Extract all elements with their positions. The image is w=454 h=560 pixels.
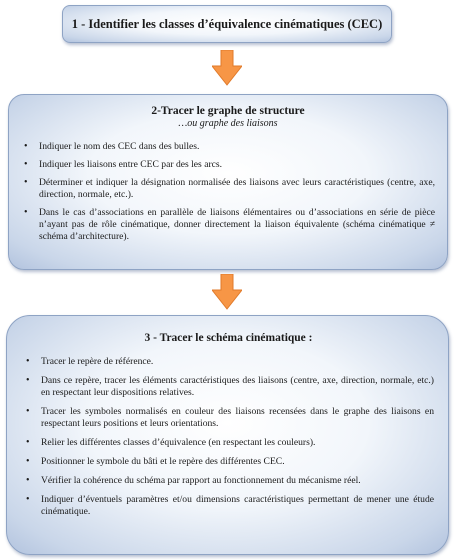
list-item: • Dans le cas d’associations en parallèle de liaisons élémentaires ou d’associations en série de pièce n’ayant pas de rôle cinématique, donner directement la liaison équivalente (schéma cinématique ≠ schéma d’architecture). [24, 207, 435, 242]
step-3-box [6, 315, 449, 555]
list-item: • Tracer le repère de référence. [26, 356, 154, 367]
list-item: • Tracer les symboles normalisés en couleur des liaisons recensées dans le graphe des liaisons en respectant leurs positions et leurs orientations. [26, 406, 434, 429]
bullet-icon: • [24, 177, 28, 188]
list-item: • Relier les différentes classes d’équivalence (en respectant les couleurs). [26, 437, 316, 448]
step-2-title: 2-Tracer le graphe de structure [151, 105, 305, 117]
bullet-icon: • [26, 406, 30, 417]
step-1-box [62, 5, 392, 43]
bullet-icon: • [24, 159, 28, 170]
step-2-subtitle: …ou graphe des liaisons [178, 118, 278, 129]
step-2-list [21, 141, 435, 243]
list-item: • Indiquer les liaisons entre CEC par des les arcs. [24, 159, 223, 170]
bullet-icon: • [26, 456, 30, 467]
bullet-icon: • [26, 437, 30, 448]
bullet-icon: • [26, 356, 30, 367]
bullet-icon: • [26, 475, 30, 486]
step-2-box [8, 94, 448, 270]
down-arrow-icon [212, 274, 242, 310]
step-1-title: 1 - Identifier les classes d’équivalence cinématiques (CEC) [71, 16, 383, 31]
bullet-icon: • [26, 375, 30, 386]
step-3-list [23, 356, 434, 518]
bullet-icon: • [24, 141, 28, 152]
list-item: • Dans ce repère, tracer les éléments caractéristiques des liaisons (centre, axe, direction, normale, etc.) en respectant leur dispositions relatives. [26, 375, 434, 398]
step-3-title: 3 - Tracer le schéma cinématique : [144, 332, 313, 344]
bullet-icon: • [26, 494, 30, 505]
list-item: • Indiquer le nom des CEC dans des bulles. [24, 141, 200, 152]
list-item: • Déterminer et indiquer la désignation normalisée des liaisons avec leurs caractéristiques (centre, axe, direction, normale, etc.). [24, 177, 435, 200]
list-item: • Indiquer d’éventuels paramètres et/ou dimensions caractéristiques permettant de mener une étude cinématique. [26, 494, 434, 517]
list-item: • Positionner le symbole du bâti et le repère des différentes CEC. [26, 456, 285, 467]
list-item: • Vérifier la cohérence du schéma par rapport au fonctionnement du mécanisme réel. [26, 475, 361, 486]
down-arrow-icon [212, 50, 242, 86]
bullet-icon: • [24, 207, 28, 218]
